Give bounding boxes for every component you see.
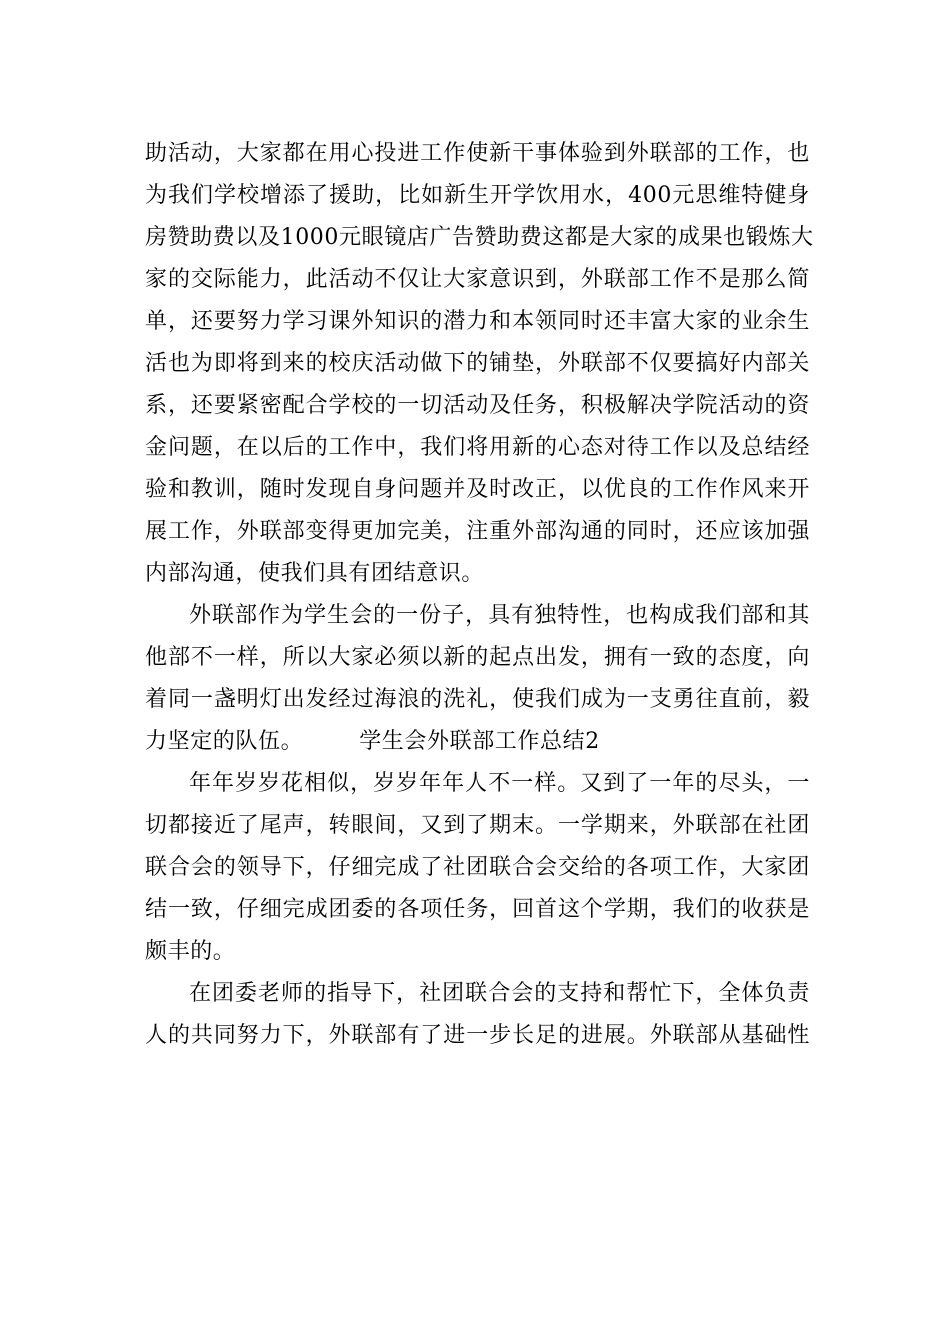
paragraph-4 (145, 973, 810, 1057)
document-body (145, 133, 814, 1057)
paragraph-line: 他部不一样，所以大家必须以新的起点出发，拥有一致的态度，向 (145, 645, 810, 670)
paragraph-line: 切都接近了尾声，转眼间，又到了期末。一学期来，外联部在社团 (145, 813, 810, 838)
paragraph-line: 结一致，仔细完成团委的各项任务，回首这个学期，我们的收获是 (145, 897, 810, 922)
paragraph-line: 展工作，外联部变得更加完美，注重外部沟通的同时，还应该加强 (145, 519, 810, 544)
paragraph-line: 在团委老师的指导下，社团联合会的支持和帮忙下，全体负责 (189, 981, 810, 1006)
paragraph-last-line (145, 721, 810, 763)
section-heading: 学生会外联部工作总结2 (359, 729, 600, 754)
paragraph-line: 单，还要努力学习课外知识的潜力和本领同时还丰富大家的业余生 (145, 309, 810, 334)
paragraph-line: 系，还要紧密配合学校的一切活动及任务，积极解决学院活动的资 (145, 393, 810, 418)
paragraph-line: 人的共同努力下，外联部有了进一步长足的进展。外联部从基础性 (145, 1023, 810, 1048)
paragraph-2 (145, 595, 810, 763)
paragraph-line: 金问题，在以后的工作中，我们将用新的心态对待工作以及总结经 (145, 435, 810, 460)
paragraph-line: 房赞助费以及1000元眼镜店广告赞助费这都是大家的成果也锻炼大 (145, 225, 814, 250)
paragraph-line-text: 力坚定的队伍。 (145, 729, 304, 754)
paragraph-line: 外联部作为学生会的一份子，具有独特性，也构成我们部和其 (189, 603, 810, 628)
paragraph-line: 着同一盏明灯出发经过海浪的洗礼，使我们成为一支勇往直前，毅 (145, 687, 810, 712)
paragraph-line: 年年岁岁花相似，岁岁年年人不一样。又到了一年的尽头，一 (189, 771, 810, 796)
paragraph-line: 内部沟通，使我们具有团结意识。 (145, 561, 485, 586)
paragraph-line: 颇丰的。 (145, 939, 236, 964)
paragraph-line: 助活动，大家都在用心投进工作使新干事体验到外联部的工作，也 (145, 141, 810, 166)
paragraph-line: 验和教训，随时发现自身问题并及时改正，以优良的工作作风来开 (145, 477, 810, 502)
paragraph-line: 联合会的领导下，仔细完成了社团联合会交给的各项工作，大家团 (145, 855, 810, 880)
paragraph-line: 活也为即将到来的校庆活动做下的铺垫，外联部不仅要搞好内部关 (145, 351, 810, 376)
paragraph-line: 为我们学校增添了援助，比如新生开学饮用水，400元思维特健身 (145, 183, 810, 208)
paragraph-line: 家的交际能力，此活动不仅让大家意识到，外联部工作不是那么简 (145, 267, 810, 292)
paragraph-3 (145, 763, 810, 973)
paragraph-1 (145, 133, 814, 595)
